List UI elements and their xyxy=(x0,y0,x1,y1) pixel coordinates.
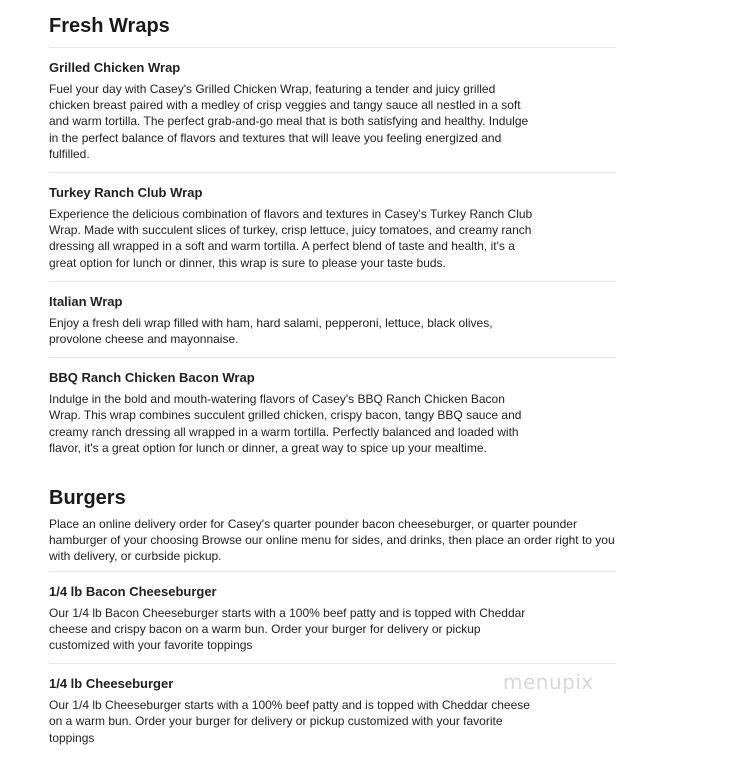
menu-item-bacon-cheeseburger[interactable] xyxy=(49,572,616,665)
item-description: Fuel your day with Casey's Grilled Chicken Wrap, featuring a tender and juicy grilled chicken breast paired with a medley of crisp veggies and tangy sauce all nestled in a soft and warm tortilla. The perfect grab-and-go meal that is both satisfying and healthy. Indulge in the perfect balance of flavors and textures that will leave you feeling energized and fulfilled. xyxy=(49,82,529,161)
item-description: Enjoy a fresh deli wrap filled with ham, hard salami, pepperoni, lettuce, black olives, provolone cheese and mayonnaise. xyxy=(49,315,493,347)
section-intro: Place an online delivery order for Casey's quarter pounder bacon cheeseburger, or quarter pounder hamburger of your choosing Browse our online menu for sides, and drinks, then place an order right to you with delivery, or curbside pickup. xyxy=(49,516,616,572)
item-name: BBQ Ranch Chicken Bacon Wrap xyxy=(49,370,255,386)
item-description: Our 1/4 lb Bacon Cheeseburger starts with a 100% beef patty and is topped with Cheddar cheese and crispy bacon on a warm bun. Order your burger for delivery or pickup customized with your favorite toppings xyxy=(49,605,526,653)
section-title-fresh-wraps: Fresh Wraps xyxy=(49,14,616,48)
fresh-wraps-section xyxy=(49,0,616,456)
menupix-watermark: menupix xyxy=(503,670,594,694)
menu-item-bbq-ranch-chicken-bacon-wrap[interactable] xyxy=(49,358,616,456)
item-name: 1/4 lb Bacon Cheeseburger xyxy=(49,583,217,599)
item-name: Turkey Ranch Club Wrap xyxy=(49,185,203,201)
item-description: Experience the delicious combination of flavors and textures in Casey's Turkey Ranch Club Wrap. Made with succulent slices of turkey, crisp lettuce, juicy tomatoes, and creamy ranch dressing all wrapped in a soft and warm tortilla. A perfect blend of taste and health, it's a great option for lunch or dinner, this wrap is sure to please your taste buds. xyxy=(49,207,533,270)
menu-item-italian-wrap[interactable] xyxy=(49,282,616,358)
item-name: Italian Wrap xyxy=(49,293,123,309)
menu-item-turkey-ranch-club-wrap[interactable] xyxy=(49,173,616,282)
menu-content xyxy=(49,0,616,746)
menu-item-grilled-chicken-wrap[interactable] xyxy=(49,48,616,173)
section-title-burgers: Burgers xyxy=(49,487,126,510)
item-name: Grilled Chicken Wrap xyxy=(49,60,181,75)
item-description: Indulge in the bold and mouth-watering flavors of Casey's BBQ Ranch Chicken Bacon Wrap. This wrap combines succulent grilled chicken, crispy bacon, tangy BBQ sauce and creamy ranch dressing all wrapped in a warm tortilla. Perfectly balanced and loaded with flavor, it's a great option for lunch or dinner, a great way to spice up your mealtime. xyxy=(49,392,522,455)
item-description: Our 1/4 lb Cheeseburger starts with a 100% beef patty and is topped with Cheddar cheese on a warm bun. Order your burger for delivery or pickup customized with your favorite toppings xyxy=(49,698,530,745)
item-name: 1/4 lb Cheeseburger xyxy=(49,676,174,692)
burgers-section xyxy=(49,486,616,746)
